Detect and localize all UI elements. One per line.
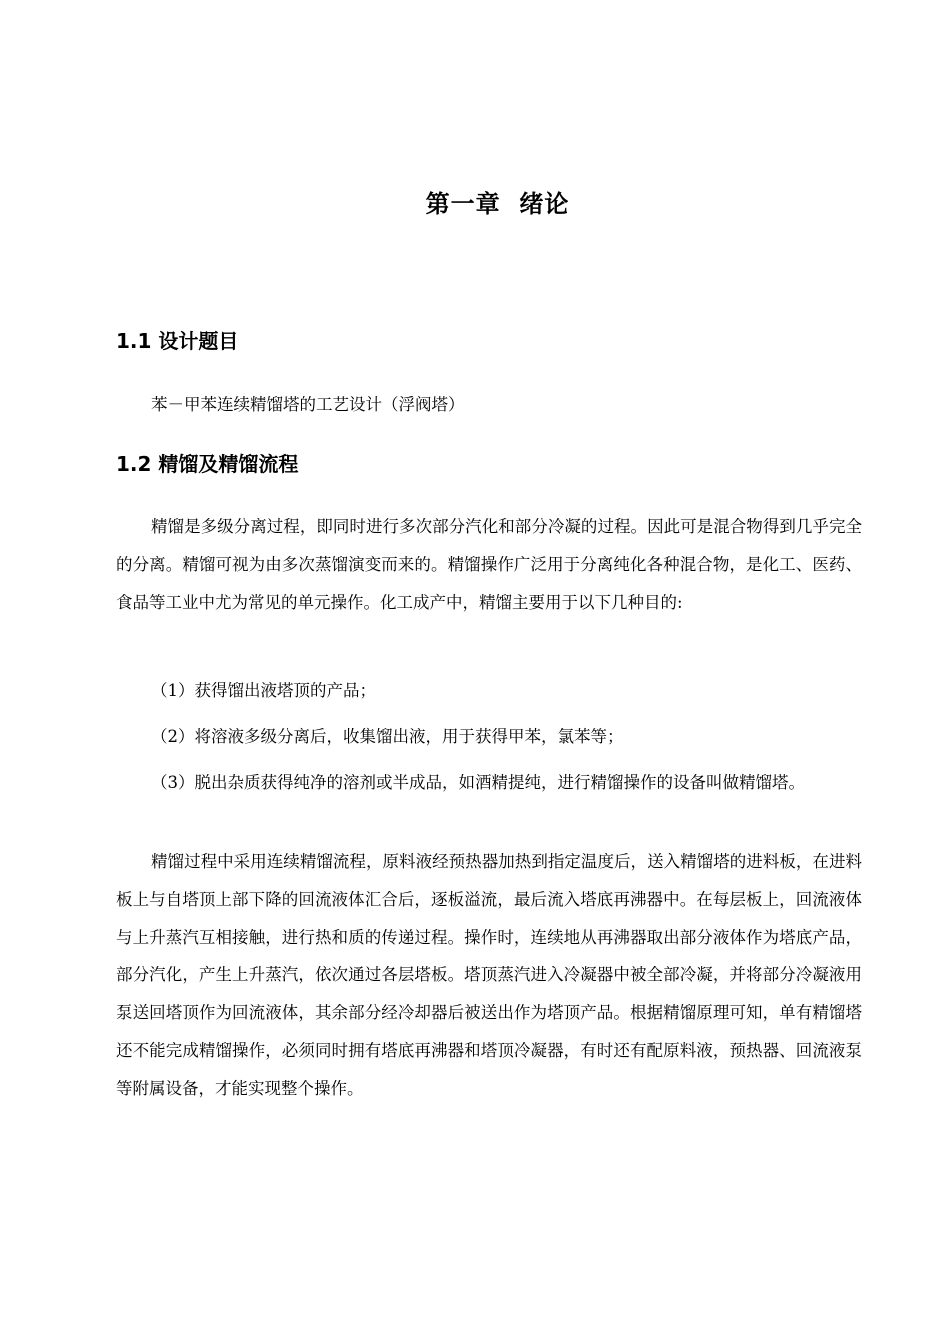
purpose-item-1: （1）获得馏出液塔顶的产品； — [151, 681, 376, 700]
section-heading-1-2: 1.2 精馏及精馏流程 — [116, 452, 299, 476]
process-paragraph: 精馏过程中采用连续精馏流程，原料液经预热器加热到指定温度后，送入精馏塔的进料板，在进料板上与自塔顶上部下降的回流液体汇合后，逐板溢流，最后流入塔底再沸器中。在每层板上，回流液体与上升蒸汽互相接触，进行热和质的传递过程。操作时，连续地从再沸器取出部分液体作为塔底产品，部分汽化，产生上升蒸汽，依次通过各层塔板。塔顶蒸汽进入冷凝器中被全部冷凝，并将部分冷凝液用泵送回塔顶作为回流液体，其余部分经冷却器后被送出作为塔顶产品。根据精馏原理可知，单有精馏塔还不能完成精馏操作，必须同时拥有塔底再沸器和塔顶冷凝器，有时还有配原料液，预热器、回流液泵等附属设备，才能实现整个操作。 — [116, 852, 862, 1098]
purpose-item-2: （2）将溶液多级分离后，收集馏出液，用于获得甲苯，氯苯等； — [151, 727, 624, 746]
design-topic-text: 苯－甲苯连续精馏塔的工艺设计（浮阀塔） — [151, 395, 465, 414]
chapter-title: 第一章 绪论 — [425, 190, 570, 218]
purpose-item-3: （3）脱出杂质获得纯净的溶剂或半成品，如酒精提纯，进行精馏操作的设备叫做精馏塔。 — [151, 773, 805, 792]
distillation-intro-paragraph: 精馏是多级分离过程，即同时进行多次部分汽化和部分冷凝的过程。因此可是混合物得到几乎完全的分离。精馏可视为由多次蒸馏演变而来的。精馏操作广泛用于分离纯化各种混合物，是化工、医药、食品等工业中尤为常见的单元操作。化工成产中，精馏主要用于以下几种目的: — [116, 517, 862, 612]
section-heading-1-1: 1.1 设计题目 — [116, 329, 239, 353]
